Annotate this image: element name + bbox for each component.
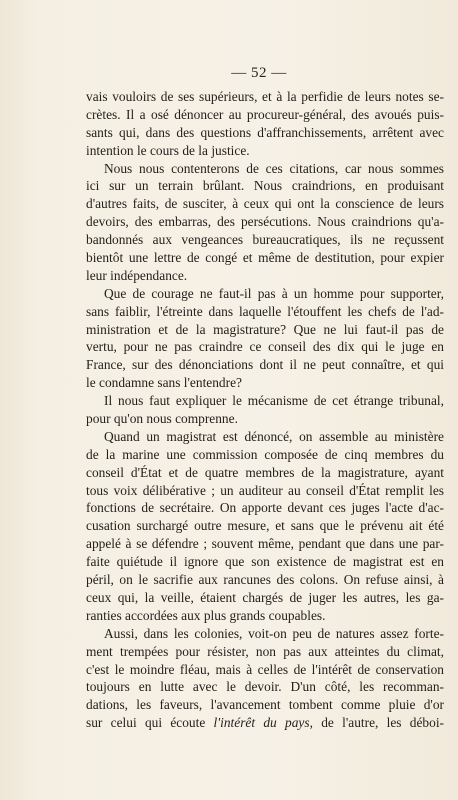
text-line: leur indépendance.: [86, 267, 188, 283]
text-line: sants qui, dans des questions d'affranchissements, arrêtent avec: [86, 124, 444, 140]
text-line: conseil d'État et de quatre membres de la magistrature, ayant: [86, 464, 444, 480]
text-line: bandonnés aux vengeances bureaucratiques, ils ne reçussent: [86, 232, 444, 248]
text-line: appelé à se défendre ; souvent même, pendant que dans une par-: [86, 536, 444, 552]
text-line: ceux qui, la veille, étaient chargés de juger les autres, les ga-: [86, 589, 444, 605]
text-line: c'est le moindre fléau, mais à celles de l'intérêt de conservation: [86, 661, 444, 677]
text-line: le condamne sans l'entendre?: [86, 375, 242, 391]
text-line: [86, 714, 444, 732]
text-line: dations, les faveurs, l'avancement tombent comme pluie d'or: [86, 697, 444, 713]
text-line: crètes. Il a osé dénoncer au procureur-général, des avoués puis-: [86, 106, 444, 122]
text-line: péril, on le sacrifie aux rancunes des colons. On refuse ainsi, à: [86, 572, 444, 588]
italic-phrase: l'intérêt du pays: [213, 715, 310, 731]
text-line: intention le cours de la justice.: [86, 142, 250, 158]
text-line: tous voix délibérative ; un auditeur au conseil d'État remplit les: [86, 482, 444, 498]
text-line: devoirs, des embarras, des persécutions. Nous craindrions qu'a-: [86, 214, 444, 230]
text-line: ranties accordées aux plus grands coupables.: [86, 607, 326, 623]
text-line: faite quiétude il ignore que son existence de magistrat est en: [86, 554, 444, 570]
text-line: toujours en lutte avec le devoir. D'un côté, les recomman-: [86, 679, 444, 695]
text-line: d'autres faits, de susciter, à ceux qui ont la conscience de leurs: [86, 196, 444, 212]
text-line: ici sur un terrain brûlant. Nous craindrions, en produisant: [86, 178, 444, 194]
text-line: bientôt une lettre de congé et même de destitution, pour expier: [86, 250, 444, 266]
text-line: Aussi, dans les colonies, voit-on peu de natures assez forte-: [104, 625, 444, 641]
text-line: Nous nous contenterons de ces citations, car nous sommes: [104, 160, 444, 176]
text-line: Que de courage ne faut-il pas à un homme pour supporter,: [104, 285, 444, 301]
text-line: ment trempées pour résister, non pas aux atteintes du climat,: [86, 643, 444, 659]
text-line: ministration et de la magistrature? Que ne lui faut-il pas de: [86, 321, 444, 337]
text-line: pour qu'on nous comprenne.: [86, 411, 238, 427]
text-line: Quand un magistrat est dénoncé, on assemble au ministère: [104, 428, 444, 444]
text-line: vais vouloirs de ses supérieurs, et à la perfidie de leurs notes se-: [86, 89, 444, 104]
page-number: — 52 —: [231, 65, 287, 81]
text-segment: , de l'autre, les déboi-: [309, 715, 444, 731]
text-segment: sur celui qui écoute: [86, 715, 214, 731]
text-line: Il nous faut expliquer le mécanisme de cet étrange tribunal,: [104, 393, 444, 409]
text-line: sans faiblir, l'étreinte dans laquelle l'étouffent les chefs de l'ad-: [86, 303, 444, 319]
text-line: fonctions de secrétaire. On apporte devant ces juges l'acte d'ac-: [86, 500, 444, 516]
text-line: France, sur des dénonciations dont il ne peut connaître, et qui: [86, 357, 444, 373]
body-text: [86, 88, 444, 732]
text-line: de la marine une commission composée de cinq membres du: [86, 446, 444, 462]
text-line: vertu, pour ne pas craindre ce conseil des dix qui le juge en: [86, 339, 444, 355]
text-line: cusation surchargé outre mesure, et sans que le prévenu ait été: [86, 518, 444, 534]
